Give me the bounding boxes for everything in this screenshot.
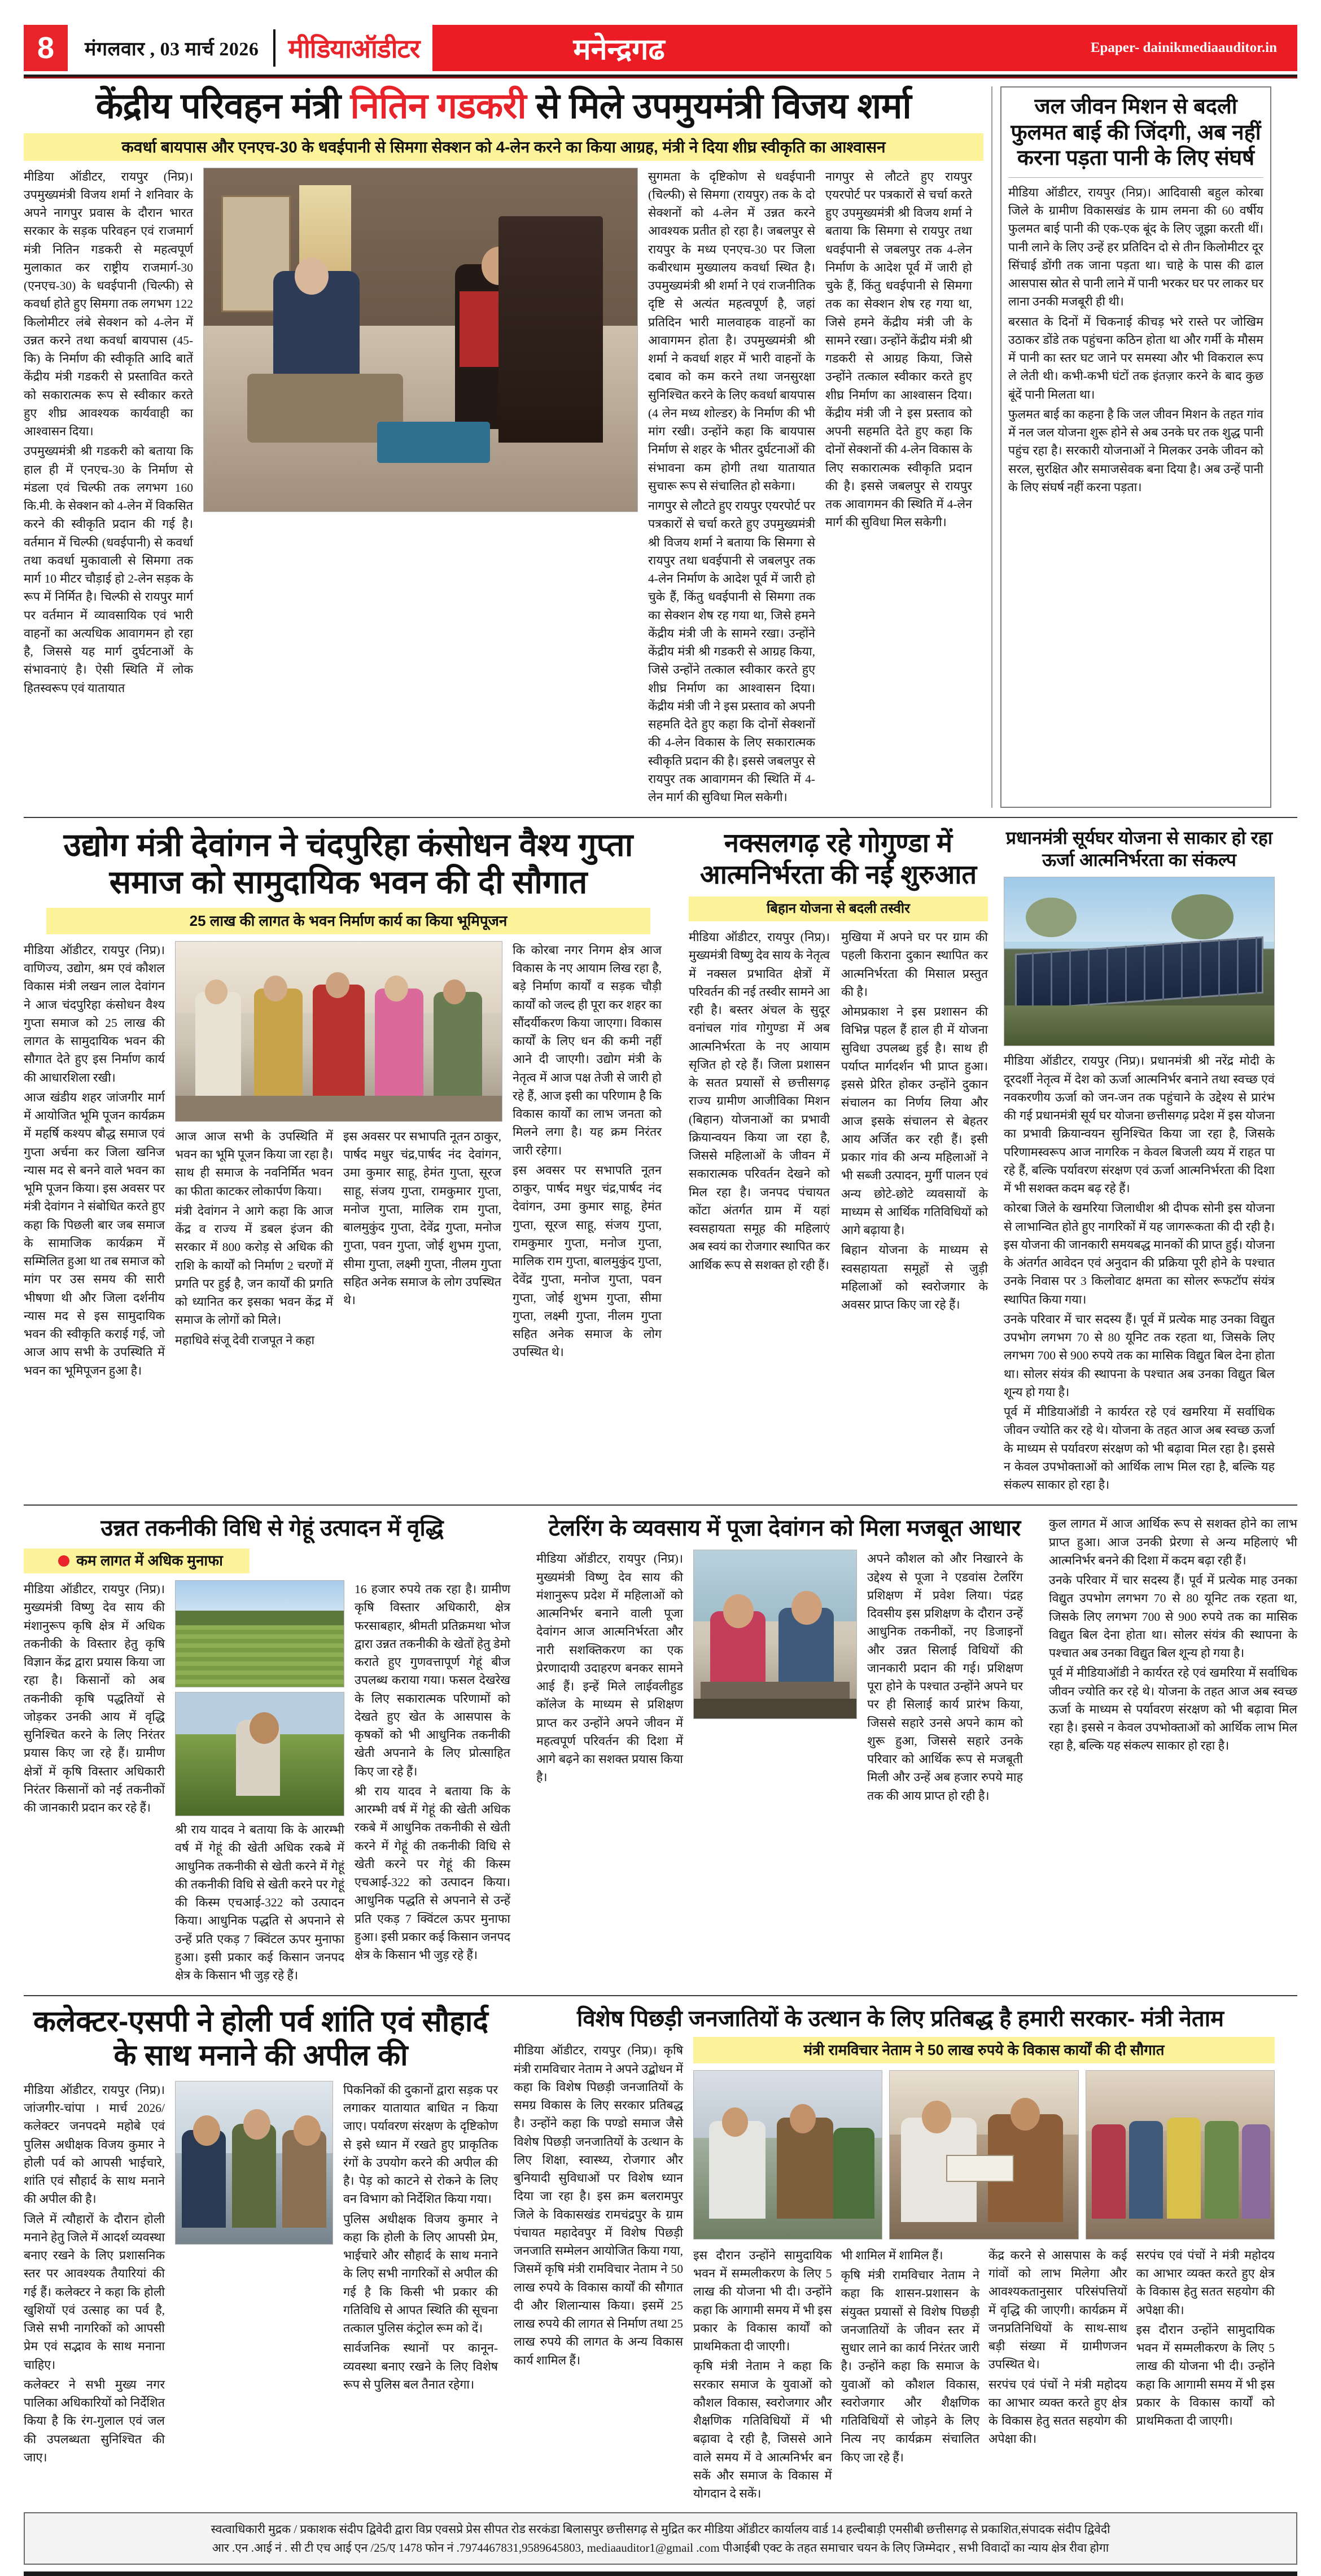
row3-right-p1: कुल लागत में आज आर्थिक रूप से सशक्त होने का लाभ प्राप्त हुआ। आज उनकी प्रेरणा से अन्य महिलाएं भी आत्मनिर्भर बनने की दिशा में कदम बढ़ा रही हैं। xyxy=(1049,1517,1297,1567)
row3-left-caption-col xyxy=(175,1821,344,1984)
lead-photo xyxy=(203,168,638,512)
row2-left-col1 xyxy=(24,941,165,1381)
tailor-table xyxy=(701,1682,850,1699)
publication-date: मंगलवार , 03 मार्च 2026 xyxy=(85,39,259,60)
lead-col1-para2: उपमुख्यमंत्री श्री गडकरी को बताया कि हाल ही में एनएच-30 के निर्माण से मंडला एवं चिल्फी तक लगभग 160 कि.मी. के सेक्शन को 4-लेन में विकसित करने की स्वीकृति प्रदान की गई है। वर्तमान में चिल्फी (धवईपानी) से कवर्धा तथा कवर्धा मुकावाली से सिमगा तक मार्ग 10 मीटर चौड़ाई हो 2-लेन सड़क के रूप में निर्मित है। चिल्फी से रायपुर मार्ग पर वर्तमान में व्यावसायिक एवं भारी वाहनों का अत्यधिक आवागमन हो रहा है, जिससे यह मार्ग दुर्घटनाओं के संभावनाएं है। ऐसी स्थिति में लोक हितस्वरूप एवं यातायात xyxy=(24,444,193,695)
field-sky xyxy=(176,1581,344,1612)
row2-mid-col2-p3: बिहान योजना के माध्यम से स्वसहायता समूहों से जुड़ी महिलाओं को स्वरोजगार के अवसर प्राप्त किए जा रहे हैं। xyxy=(841,1243,988,1312)
row4-left-col3-p2: पुलिस अधीक्षक विजय कुमार ने कहा कि होली के लिए आपसी प्रेम, भाईचारे और सौहार्द के साथ मनाने के लिए सभी नागरिकों से अपील की गई है कि किसी भी प्रकार की गतिविधि से आपत स्थिति की सूचना तत्काल पुलिस कंट्रोल रूम को दें। xyxy=(343,2212,498,2336)
row2-left-col1-p1: मीडिया ऑडीटर, रायपुर (निप्र)। वाणिज्य, उद्योग, श्रम एवं कौशल विकास मंत्री लखन लाल देवांगन ने आज चंदपुरिहा कंसोधन वैश्य गुप्ता समाज को 25 लाख की लागत के सामुदायिक भवन की सौगात देते हुए इस निर्माण कार्य की आधारशिला रखी। xyxy=(24,943,165,1084)
row2-right-p4: पूर्व में मीडियाऑडी ने कार्यरत रहे एवं खमरिया में सर्वाधिक जीवन ज्योति कर रहे थे। योजना के तहत आज अब स्वच्छ ऊर्जा के माध्यम से पर्यावरण संरक्षण को भी बढ़ावा मिल रहा है। इससे न केवल उपभोक्ताओं को आर्थिक लाभ मिल रहा है, बल्कि यह संकल्प साकार हो रहा है। xyxy=(1004,1405,1275,1492)
row3-mid-article xyxy=(536,1515,1033,1807)
row3-left-caption-p1: श्री राय यादव ने बताया कि के आरम्भी वर्ष में गेहूं की खेती अधिक रकबे में आधुनिक तकनीकी से खेती करने में गेहूं की तकनीकी विधि से खेती करने पर गेहूं की किस्म एचआई-322 को उत्पादन किया। आधुनिक पद्धति से अपनाने से उन्हें प्रति एकड़ 7 क्विंटल ऊपर मुनाफा हुआ। इसी प्रकार कई किसान जनपद क्षेत्र के किसान भी जुड़ रहे हैं। xyxy=(175,1823,344,1983)
row-3 xyxy=(24,1515,1297,1986)
row-1 xyxy=(24,86,1297,808)
row3-left-col3-p1: 16 हजार रुपये तक रहा है। ग्रामीण कृषि विस्तार अधिकारी, क्षेत्र फरसाबहार, श्रीमती प्रतिक्रमथा भोज द्वारा उन्नत तकनीकी के खेतों हेतु डेमो कराते हुए गुणवत्तापूर्ण गेहूं बीज उपलब्ध कराया गया। फसल देखरेख के लिए सकारात्मक परिणामों को देखते हुए खेत के आसपास के कृषकों को भी आधुनिक तकनीकी खेती अपनाने के लिए प्रोत्साहित किए जा रहे हैं। xyxy=(355,1582,510,1778)
lead-headline-part2: से मिले उपमुयमंत्री विजय शर्मा xyxy=(526,86,912,126)
row4-right-main xyxy=(693,2032,1275,2504)
photo-table xyxy=(377,422,490,463)
epaper-url[interactable]: Epaper- dainikmediaauditor.in xyxy=(1090,40,1277,55)
row4-left-photo-wrap xyxy=(175,2081,333,2245)
cer2-head-2 xyxy=(1011,2098,1040,2131)
photo-head-right xyxy=(482,247,517,285)
row2-mid-col1-p1: मीडिया ऑडीटर, रायपुर (निप्र)। मुख्यमंत्री विष्णु देव साय के नेतृत्व में नक्सल प्रभावित क्षेत्रों में परिवर्तन की नई तस्वीर सामने आ रही है। बस्तर अंचल के सुदूर वनांचल गांव गोगुण्डा में अब आत्मनिर्भरता के नए आयाम सृजित हो रहे हैं। जिला प्रशासन के सतत प्रयासों से छत्तीसगढ़ राज्य ग्रामीण आजीविका मिशन (बिहान) योजनाओं का प्रभावी क्रियान्वयन किया जा रहा है, जिससे महिलाओं के जीवन में सकारात्मक परिवर्तन देखने को मिल रहा है। जनपद पंचायत कोंटा अंतर्गत ग्राम में यहां स्वसहायता समूह की महिलाएं अब स्वयं का रोजगार स्थापित कर आर्थिक रूप से सशक्त हो रही हैं। xyxy=(689,930,830,1272)
lead-column-1 xyxy=(24,168,193,699)
photo-head-left xyxy=(295,257,329,295)
row3-left-col3-p2: श्री राय यादव ने बताया कि के आरम्भी वर्ष में गेहूं की खेती अधिक रकबे में आधुनिक तकनीकी से खेती करने में गेहूं की तकनीकी विधि से खेती करने पर गेहूं की किस्म एचआई-322 को उत्पादन किया। आधुनिक पद्धति से अपनाने से उन्हें प्रति एकड़ 7 क्विंटल ऊपर मुनाफा हुआ। इसी प्रकार कई किसान जनपद क्षेत्र के किसान भी जुड़ रहे हैं। xyxy=(355,1784,510,1962)
row4-right-photo-2 xyxy=(889,2070,1078,2240)
masthead-rule xyxy=(24,75,1297,78)
row2-mid-col2-p2: ओमप्रकाश ने इस प्रशासन की विभिन्न पहल हैं हाल ही में योजना सुविधा उपलब्ध हुई है। साथ ही पर्याप्त मार्गदर्शन भी प्राप्त हुआ। इससे प्रेरित होकर उन्होंने दुकान संचालन का निर्णय लिया और आज इसके संचालन से बेहतर आय अर्जित कर रही हैं। इसी प्रकार गांव की अन्य महिलाओं ने भी सब्जी उत्पादन, मुर्गी पालन एवं अन्य छोटे-छोटे व्यवसायों के माध्यम से आर्थिक गतिविधियों को आगे बढ़ाया है। xyxy=(841,1005,988,1237)
section-rule-2 xyxy=(24,1505,1297,1506)
row2-right-headline: प्रधानमंत्री सूर्यघर योजना से साकार हो रहा ऊर्जा आत्मनिर्भरता का संकल्प xyxy=(1005,828,1273,871)
footer-line-1: स्वत्वाधिकारी मुद्रक / प्रकाशक संदीप द्विवेदी द्वारा विप्र एवसप्रे प्रेस सीपत रोड सरकंडा बिलासपुर छत्तीसगढ़ से मुद्रित कर मीडिया ऑडीटर कार्यालय वार्ड 14 हल्दीबाड़ी एमसीबी छत्तीसगढ़ से प्रकाशित,संपादक संदीप द्विवेदी xyxy=(211,2522,1110,2536)
row2-left-photo-wrap xyxy=(175,941,502,1351)
row3-right-body xyxy=(1049,1515,1297,1755)
row4-left-photo xyxy=(175,2081,333,2245)
row4-right-col2-p2: कृषि मंत्री नेताम ने कहा कि सरकार समाज के युवाओं को कौशल विकास, स्वरोजगार और शैक्षणिक गतिविधियों में भी बढ़ावा दे रही है, जिससे आने वाले समय में वे आत्मनिर्भर बन सकें और समाज के विकास में योगदान दे सकें। xyxy=(693,2359,832,2501)
photo-head-a xyxy=(205,979,228,1004)
row-4 xyxy=(24,2005,1297,2504)
row2-right-article xyxy=(1004,827,1275,1495)
footer-imprint xyxy=(24,2512,1297,2565)
photo-tree-1 xyxy=(1026,898,1077,937)
row3-right-column xyxy=(1049,1515,1297,1756)
row4-right-col4-p1: केंद्र करने से आसपास के कई गांवों को लाभ मिलेगा और आवश्यकतानुसार परिसंपत्तियों में वृद्धि की जाएगी। कार्यक्रम में जनप्रतिनिधियों के साथ-साथ बड़ी संख्या में ग्रामीणजन उपस्थित थे। xyxy=(988,2248,1127,2372)
row2-mid-article xyxy=(689,827,988,1315)
row4-left-article xyxy=(24,2005,498,2468)
photo-head-d xyxy=(384,976,408,1001)
row4-right-col5-p1: सरपंच एवं पंचों ने मंत्री महोदय का आभार व्यक्त करते हुए क्षेत्र के विकास हेतु सतत सहयोग की अपेक्षा की। xyxy=(1136,2248,1275,2317)
section-rule-3 xyxy=(24,1995,1297,1996)
lead-col1-para1: मीडिया ऑडीटर, रायपुर (निप्र)। उपमुख्यमंत्री विजय शर्मा ने शनिवार के अपने नागपुर प्रवास के दौरान भारत सरकार के सड़क परिवहन एवं राजमार्ग मंत्री नितिन गडकरी से महत्वपूर्ण मुलाकात कर राष्ट्रीय राजमार्ग-30 (एनएच-30) के धवईपानी (चिल्फी) से कवर्धा होते हुए सिमगा तक लगभग 122 किलोमीटर लंबे सेक्शन को 4-लेन में उन्नत करने तथा कवर्धा बायपास (45-कि) के निर्माण की स्वीकृति आदि बातें केंद्रीय मंत्री गडकरी से प्रस्तावित करते को सकारात्मक रूप से स्वीकार करते हुए शीघ्र आवश्यक कार्यवाही का आश्वासन दिया। xyxy=(24,169,193,439)
row4-left-col1-p2: जिले में त्यौहारों के दौरान होली मनाने हेतु जिले में आदर्श व्यवस्था बनाए रखने के लिए प्रशासनिक स्तर पर आवश्यक तैयारियां की गई हैं। कलेक्टर ने कहा कि होली खुशियों एवं उत्साह का पर्व है, जिसे सभी नागरिकों को आपसी प्रेम एवं सद्भाव के साथ मनाना चाहिए। xyxy=(24,2212,165,2372)
row4-left-col1-p3: कलेक्टर ने सभी मुख्य नगर पालिका अधिकारियों को निर्देशित किया है कि रंग-गुलाल एवं जल की उपलब्धता सुनिश्चित की जाए। xyxy=(24,2377,165,2464)
photo-person-e xyxy=(434,992,483,1096)
row2-left-article xyxy=(24,827,673,1381)
lead-col2-para2: नागपुर से लौटते हुए रायपुर एयरपोर्ट पर पत्रकारों से चर्चा करते हुए उपमुख्यमंत्री श्री विजय शर्मा ने बताया कि सिमगा से रायपुर तथा धवईपानी से जबलपुर तक 4-लेन निर्माण के आदेश पूर्व में जारी हो चुके हैं, किंतु धवईपानी से सिमगा तक का सेक्शन शेष रह गया था, जिसे हमने केंद्रीय मंत्री जी के सामने रखा। उन्होंने केंद्रीय मंत्री श्री गडकरी से आग्रह किया, जिसे उन्होंने तत्काल स्वीकार करते हुए शीघ्र निर्माण का आश्वासन दिया। केंद्रीय मंत्री जी ने इस प्रस्ताव को अपनी सहमति देते हुए कहा कि दोनों सेक्शनों की 4-लेन विकास के लिए सकारात्मक स्वीकृति प्रदान की है। इससे जबलपुर से रायपुर तक आवागमन की स्थिति में 4-लेन मार्ग की सुविधा मिल सकेगी। xyxy=(648,499,815,804)
photo-head-c xyxy=(326,972,349,998)
field-crop xyxy=(176,1625,344,1687)
cer3-person-5 xyxy=(1242,2124,1270,2219)
row2-right-p2: कोरबा जिले के खमरिया जिलाधीश श्री दीपक सोनी इस योजना से लाभान्वित होते हुए नागरिकों में यह जागरूकता की दी रही है। इस योजना की जानकारी समयबद्ध मानकों की प्राप्त हुई। योजना के अंतर्गत आवेदन एवं अनुदान की प्रक्रिया पूरी होने के पश्चात उनके निवास पर 3 किलोवाट क्षमता का सोलर रूफटॉप संयंत्र स्थापित किया गया। xyxy=(1004,1201,1275,1306)
row4-right-col3 xyxy=(841,2246,979,2468)
row3-mid-col1 xyxy=(536,1550,683,1788)
right-top-para1: मीडिया ऑडीटर, रायपुर (निप्र)। आदिवासी बहुल कोरबा जिले के ग्रामीण विकासखंड के ग्राम लमना की 60 वर्षीय फुलमत बाई पानी की एक-एक बूंद के लिए जूझा करती थीं। पानी लाने के लिए उन्हें हर प्रतिदिन दो से तीन किलोमीटर दूर सिंचाई डोंगी तक जाना पड़ता था। चाहे के पास की ढाल आसपास स्रोत से पानी लाने में पानी भरकर घर पर लाकर घर लाना उनकी मजबूरी ही थी। xyxy=(1008,185,1263,309)
photo-tree-2 xyxy=(1171,894,1233,939)
row4-right-col3-p1: भी शामिल में शामिल हैं। xyxy=(841,2248,943,2262)
row4-left-headline: कलेक्टर-एसपी ने होली पर्व शांति एवं सौहार्द के साथ मनाने की अपील की xyxy=(33,2005,488,2072)
row4-right-article xyxy=(514,2005,1287,2504)
row3-mid-col2-p1: अपने कौशल को और निखारने के उद्देश्य से पूजा ने एडवांस टेलरिंग प्रशिक्षण में प्रवेश लिया। पंद्रह दिवसीय इस प्रशिक्षण के दौरान उन्हें आधुनिक तकनीकों, नए डिजाइनों और उन्नत सिलाई विधियों की जानकारी प्रदान की गई। प्रशिक्षण पूरा होने के पश्चात उन्होंने अपने घर पर ही सिलाई कार्य प्रारंभ किया, जिससे सहारे उनसे अपने काम को शुरू हुआ, जिससे सहारे उनके परिवार को आर्थिक रूप से मजबूती मिली और उन्हें अब हजार रुपये माह तक की आय प्राप्त हो रही है। xyxy=(867,1552,1023,1803)
row4-right-strapline: मंत्री रामविचार नेताम ने 50 लाख रुपये के विकास कार्यों की दी सौगात xyxy=(693,2037,1275,2063)
row4-right-headline: विशेष पिछड़ी जनजातियों के उत्थान के लिए प्रतिबद्ध है हमारी सरकार- मंत्री नेताम xyxy=(576,2006,1224,2032)
photo-person-a xyxy=(195,992,241,1096)
row3-left-strap-wrap xyxy=(24,1549,250,1573)
cer2-certificate xyxy=(946,2155,1014,2182)
row4-left-col3 xyxy=(343,2081,498,2395)
row4-right-col4-p2: सरपंच एवं पंचों ने मंत्री महोदय का आभार व्यक्त करते हुए क्षेत्र के विकास हेतु सतत सहयोग की अपेक्षा की। xyxy=(988,2377,1127,2446)
row2-left-photo xyxy=(175,941,502,1122)
section-rule-1 xyxy=(24,817,1297,818)
photo-person-b xyxy=(254,989,303,1096)
lead-article xyxy=(24,86,983,808)
photo-floor-strip xyxy=(176,1096,502,1121)
row2-mid-headline: नक्सलगढ़ रहे गोगुण्डा में आत्मनिर्भरता की नई शुरुआत xyxy=(699,828,977,889)
photo-head-e xyxy=(443,979,466,1004)
cer3-person-1 xyxy=(1092,2124,1126,2219)
cer3-person-2 xyxy=(1129,2121,1163,2219)
row2-left-strapline: 25 लाख की लागत के भवन निर्माण कार्य का किया भूमिपूजन xyxy=(46,908,650,934)
row4-right-photo-1 xyxy=(693,2070,882,2240)
row2-left-col4 xyxy=(513,941,662,1363)
row2-right-body xyxy=(1004,1052,1275,1494)
row2-left-col2-p2: मंत्री देवांगन ने आगे कहा कि आज केंद्र व राज्य में डबल इंजन की सरकार में 800 करोड़ से अधिक की राशि के कार्यों को निर्माण 2 चरणों में प्रगति पर हुई है, जन कार्यों की प्रगति को ध्यानित कर इसका भवन केंद्र में समाज के लोगों को मिले। xyxy=(175,1204,333,1327)
row2-left-col3-p1: इस अवसर पर सभापति नूतन ठाकुर, पार्षद मधुर चंद्र,पार्षद नंद देवांगन, उमा कुमार साहू, हेमंत गुप्ता, सूरज साहू, संजय गुप्ता, रामकुमार गुप्ता, मनोज गुप्ता, मालिक राम गुप्ता, बालमुकुंद गुप्ता, देवेंद्र गुप्ता, मनोज गुप्ता, पवन गुप्ता, जोई शुभम गुप्ता, सीमा गुप्ता, लक्ष्मी गुप्ता, नीलम गुप्ता सहित अनेक समाज के लोग उपस्थित थे। xyxy=(343,1129,501,1307)
footer-line-2: आर .एन .आई नं . सी टी एच आई एन /25/ए 1478 फोन नं .7974467831,9589645803, mediaauditor1@gmail .com पीआईबी एक्ट के तहत समाचार चयन के लिए जिम्मेदार , सभी विवादों का न्याय क्षेत्र रीवा होगा xyxy=(212,2540,1109,2555)
photo-person-d xyxy=(375,989,424,1096)
row2-mid-col1 xyxy=(689,928,830,1276)
row3-mid-headline: टेलरिंग के व्यवसाय में पूजा देवांगन को मिला मजबूत आधार xyxy=(548,1516,1021,1541)
row4-left-col3-p1: पिकनिकों की दुकानों द्वारा सड़क पर लगाकर यातायात बाधित न किया जाए। पर्यावरण संरक्षण के दृष्टिकोण से इसे ध्यान में रखते हुए प्राकृतिक रंगों के उपयोग करने की अपील की है। पेड़ को काटने से रोकने के लिए वन विभाग को निर्देशित किया गया। xyxy=(343,2083,498,2206)
cer3-person-3 xyxy=(1167,2118,1201,2219)
city-banner xyxy=(432,25,1298,71)
right-top-article xyxy=(1000,86,1271,808)
lead-headline-part1: केंद्रीय परिवहन मंत्री xyxy=(95,86,351,126)
right-top-body xyxy=(1008,183,1263,496)
city-name: मनेन्द्रगढ xyxy=(573,33,665,66)
row2-mid-strapline: बिहान योजना से बदली तस्वीर xyxy=(689,896,988,921)
row2-left-col2 xyxy=(175,1127,333,1351)
row2-left-col2-p1: आज आज सभी के उपस्थिति में भवन का भूमि पूजन किया जा रहा है। साथ ही समाज के नवनिर्मित भवन का फीता काटकर लोकार्पण किया। xyxy=(175,1129,333,1198)
farmer-head xyxy=(250,1712,279,1744)
row3-right-p3: पूर्व में मीडियाऑडी ने कार्यरत रहे एवं खमरिया में सर्वाधिक जीवन ज्योति कर रहे थे। योजना के तहत आज अब स्वच्छ ऊर्जा के माध्यम से पर्यावरण संरक्षण को भी बढ़ावा मिल रहा है। इससे न केवल उपभोक्ताओं को आर्थिक लाभ मिल रहा है, बल्कि यह संकल्प साकार हो रहा है। xyxy=(1049,1666,1297,1753)
right-top-para3: फुलमत बाई का कहना है कि जल जीवन मिशन के तहत गांव में नल जल योजना शुरू होने से अब उनके घर तक शुद्ध पानी पहुंच रहा है। सरकारी योजनाओं ने मिलकर उनके जीवन को सरल, सुरक्षित और समाजसेवक बना दिया है। अब उन्हें पानी के लिए संघर्ष नहीं करना पड़ता। xyxy=(1008,407,1263,494)
row2-left-col1-p2: आज खंडीय शहर जांजगीर मार्ग में आयोजित भूमि पूजन कार्यक्रम में महर्षि कश्यप बौद्ध समाज एवं गुप्ता अर्चना कर जिला खनिज न्यास मद से बनने वाले भवन का भूमि पूजन किया। इस अवसर पर मंत्री देवांगन ने संबोधित करते हुए कहा कि पिछली बार जब समाज के सामाजिक कार्यक्रम में सम्मिलित हुआ था तब समाज को मांग पर उस समय की सारी भीषणा थी और जिला दर्शनीय न्यास मद से इस सामुदायिक भवन की स्वीकृति कराई गई, जो आज आप सभी के उपस्थिति में भवन का भूमिपूजन हुआ है। xyxy=(24,1090,165,1377)
lead-column-3 xyxy=(825,168,972,533)
row1-divider xyxy=(991,86,992,808)
row-2 xyxy=(24,827,1297,1495)
cer1-person-3 xyxy=(833,2128,874,2219)
bullet-icon xyxy=(58,1555,69,1567)
tailor-head-1 xyxy=(723,1594,754,1628)
right-top-headline: जल जीवन मिशन से बदली फुलमत बाई की जिंदगी, अब नहीं करना पड़ता पानी के लिए संघर्ष xyxy=(1011,95,1261,170)
row3-mid-col1-p1: मीडिया ऑडीटर, रायपुर (निप्र)। मुख्यमंत्री विष्णु देव साय की मंशानुरूप प्रदेश में महिलाओं को आत्मनिर्भर बनाने वाली पूजा देवांगन आज आत्मनिर्भरता और नारी सशक्तिकरण का एक प्रेरणादायी उदाहरण बनकर सामने आई हैं। इन्हें मिले लाईवलीहुड कॉलेज के माध्यम से प्रशिक्षण प्राप्त कर उन्होंने अपने जीवन में महत्वपूर्ण परिवर्तन की दिशा में आगे बढ़ने का सशक्त प्रयास किया है। xyxy=(536,1552,683,1785)
masthead xyxy=(24,25,1297,71)
lead-column-2 xyxy=(648,168,815,808)
row2-right-photo xyxy=(1004,877,1275,1046)
footer-rule xyxy=(24,2571,1297,2576)
row4-right-col5-p2: इस दौरान उन्होंने सामुदायिक भवन में सम्मलीकरण के लिए 5 लाख की योजना भी दी। उन्होंने कहा कि आगामी समय में भी इस प्रकार के विकास कार्यों को प्राथमिकता दी जाएगी। xyxy=(1136,2323,1275,2428)
row2-left-headline: उद्योग मंत्री देवांगन ने चंदपुरिहा कंसोधन वैश्य गुप्ता समाज को सामुदायिक भवन की दी सौगात xyxy=(63,827,633,900)
row3-mid-col2 xyxy=(867,1550,1023,1807)
tailor-head-2 xyxy=(791,1591,822,1625)
row3-mid-photo xyxy=(693,1550,857,1719)
police-head-3 xyxy=(294,2115,321,2146)
right-top-rule xyxy=(1008,177,1263,178)
right-top-para2: बरसात के दिनों में चिकनाई कीचड़ भरे रास्ते पर जोखिम उठाकर डोंडे तक पहुंचना कठिन होता था और गर्मी के मौसम में पानी का स्तर घट जाने पर समस्या और भी विकराल रूप ले लेती थी। कभी-कभी घंटों तक इंतज़ार करने के बाद कुछ बूंदें पानी मिलता था। xyxy=(1008,314,1263,401)
row3-left-col1 xyxy=(24,1580,165,1818)
lead-photo-wrap xyxy=(203,168,638,512)
tailor-floor xyxy=(694,1699,856,1719)
lead-headline-highlight: नितिन गडकरी xyxy=(350,86,527,126)
row4-right-col5 xyxy=(1136,2246,1275,2432)
newspaper-logo: मीडियाऑडीटर xyxy=(288,34,420,63)
police-head-2 xyxy=(243,2109,270,2140)
row4-right-col2-p1: इस दौरान उन्होंने सामुदायिक भवन में सम्मलीकरण के लिए 5 लाख की योजना भी दी। उन्होंने कहा कि आगामी समय में भी इस प्रकार के विकास कार्यों को प्राथमिकता दी जाएगी। xyxy=(693,2248,832,2354)
row3-left-article xyxy=(24,1515,520,1986)
row4-left-col1 xyxy=(24,2081,165,2468)
row2-mid-col2-p1: मुखिया में अपने घर पर ग्राम की पहली किराना दुकान स्थापित कर आत्मनिर्भरता की मिसाल प्रस्तुत की है। xyxy=(841,930,988,999)
row4-right-col1 xyxy=(514,2041,683,2371)
row3-right-p2: उनके परिवार में चार सदस्य हैं। पूर्व में प्रत्येक माह उनका विद्युत उपभोग लगभग 70 से 80 यूनिट तक रहता था, जिसके लिए लगभग 700 से 900 रुपये तक का मासिक विद्युत बिल देना होता था। सोलर संयंत्र की स्थापना के पश्चात अब उनका विद्युत बिल शून्य हो गया है। xyxy=(1049,1573,1297,1660)
row2-left-col3 xyxy=(343,1127,501,1311)
row3-left-photo-field xyxy=(175,1580,344,1687)
row4-right-col1-p1: मीडिया ऑडीटर, रायपुर (निप्र)। कृषि मंत्री रामविचार नेताम ने अपने उद्बोधन में कहा कि विशेष पिछड़ी जनजातियों के समग्र विकास के लिए सरकार प्रतिबद्ध है। उन्होंने कहा कि पण्डो समाज जैसे विशेष पिछड़ी जनजातियों के उत्थान के लिए शिक्षा, स्वास्थ्य, रोजगार और बुनियादी सुविधाओं पर विशेष ध्यान दिया जा रहा है। इस क्रम बलरामपुर जिले के विकासखंड रामचंद्रपुर के ग्राम पंचायत महादेवपुर में विशेष पिछड़ी जनजाति सम्मेलन आयोजित किया गया, जिसमें कृषि मंत्री रामविचार नेताम ने 50 लाख रुपये के विकास कार्यों की सौगात दी और शिलान्यास किया। इसमें 25 लाख रुपये की लागत से निर्माण तथा 25 लाख रुपये की लागत के अन्य विकास कार्य शामिल हैं। xyxy=(514,2044,683,2367)
photo-scarf xyxy=(460,291,503,367)
row3-left-headline: उन्नत तकनीकी विधि से गेहूं उत्पादन में वृद्धि xyxy=(100,1516,444,1541)
row2-mid-col2 xyxy=(841,928,988,1315)
row4-left-col1-p1: मीडिया ऑडीटर, रायपुर (निप्र)। जांजगीर-चांपा । मार्च 2026/ कलेक्टर जनपदमे महोबे एवं पुलिस अधीक्षक विजय कुमार ने होली पर्व को आपसी भाईचारे, शांति एवं सौहार्द के साथ मनाने की अपील की है। xyxy=(24,2083,165,2206)
lead-headline xyxy=(24,86,983,126)
row2-left-col2-p3: महाधिवे संजू देवी राजपूत ने कहा xyxy=(175,1333,315,1347)
lead-col3-para1: नागपुर से लौटते हुए रायपुर एयरपोर्ट पर पत्रकारों से चर्चा करते हुए उपमुख्यमंत्री श्री विजय शर्मा ने बताया कि सिमगा से रायपुर तथा धवईपानी से जबलपुर तक 4-लेन निर्माण के आदेश पूर्व में जारी हो चुके हैं, किंतु धवईपानी से सिमगा तक का सेक्शन शेष रह गया था, जिसे हमने केंद्रीय मंत्री जी के सामने रखा। उन्होंने केंद्रीय मंत्री श्री गडकरी से आग्रह किया, जिसे उन्होंने तत्काल स्वीकार करते हुए शीघ्र निर्माण का आश्वासन दिया। केंद्रीय मंत्री जी ने इस प्रस्ताव को अपनी सहमति देते हुए कहा कि दोनों सेक्शनों की 4-लेन विकास के लिए सकारात्मक स्वीकृति प्रदान की है। इससे जबलपुर से रायपुर तक आवागमन की स्थिति में 4-लेन मार्ग की सुविधा मिल सकेगी। xyxy=(825,169,972,530)
page-number: 8 xyxy=(24,25,68,71)
row4-right-col2 xyxy=(693,2246,832,2505)
row2-right-p3: उनके परिवार में चार सदस्य हैं। पूर्व में प्रत्येक माह उनका विद्युत उपभोग लगभग 70 से 80 यूनिट तक रहता था, जिसके लिए लगभग 700 से 900 रुपये तक का मासिक विद्युत बिल देना होता था। सोलर संयंत्र की स्थापना के पश्चात अब उनका विद्युत बिल शून्य हो गया है। xyxy=(1004,1312,1275,1399)
row2-left-col4-p2: इस अवसर पर सभापति नूतन ठाकुर, पार्षद मधुर चंद्र,पार्षद नंद देवांगन, उमा कुमार साहू, हेमंत गुप्ता, सूरज साहू, संजय गुप्ता, रामकुमार गुप्ता, मनोज गुप्ता, मालिक राम गुप्ता, बालमुकुंद गुप्ता, देवेंद्र गुप्ता, मनोज गुप्ता, पवन गुप्ता, जोई शुभम गुप्ता, सीमा गुप्ता, लक्ष्मी गुप्ता, नीलम गुप्ता सहित अनेक समाज के लोग उपस्थित थे। xyxy=(513,1163,662,1359)
row3-left-col1-p1: मीडिया ऑडीटर, रायपुर (निप्र)। मुख्यमंत्री विष्णु देव साय की मंशानुरूप कृषि क्षेत्र में अधिक तकनीकी के विस्तार हेतु कृषि विज्ञान केंद्र द्वारा प्रयास किया जा रहा है। किसानों को अब तकनीकी कृषि पद्धतियों से जोड़कर उनकी आय में वृद्धि सुनिश्चित करने के लिए निरंतर प्रयास किए जा रहे हैं। ग्रामीण क्षेत्रों में कृषि विस्तार अधिकारी निरंतर किसानों को नई तकनीकों की जानकारी प्रदान कर रहे हैं। xyxy=(24,1582,165,1815)
row4-left-col3-p3: सार्वजनिक स्थानों पर कानून-व्यवस्था बनाए रखने के लिए विशेष रूप से पुलिस बल तैनात रहेगा। xyxy=(343,2341,498,2391)
row4-right-col3-p2: कृषि मंत्री रामविचार नेताम ने कहा कि शासन-प्रशासन के संयुक्त प्रयासों से विशेष पिछड़ी जनजातियों के जीवन स्तर में सुधार लाने का कार्य निरंतर जारी है। उन्होंने कहा कि समाज के युवाओं को कौशल विकास, स्वरोजगार और शैक्षणिक गतिविधियों से जोड़ने के लिए नित्य नए कार्यक्रम संचालित किए जा रहे हैं। xyxy=(841,2268,979,2464)
cer3-person-4 xyxy=(1205,2121,1239,2219)
tailor-bg xyxy=(694,1550,856,1621)
row2-right-p1: मीडिया ऑडीटर, रायपुर (निप्र)। प्रधानमंत्री श्री नरेंद्र मोदी के दूरदर्शी नेतृत्व में देश को ऊर्जा आत्मनिर्भर बनाने तथा स्वच्छ एवं नवकरणीय ऊर्जा को जन-जन तक पहुंचाने के उद्देश्य से प्रारंभ की गई प्रधानमंत्री सूर्य घर योजना छत्तीसगढ़ प्रदेश में इस योजना का प्रभावी क्रियान्वयन सुनिश्चित किया जा रहा है, जिसके परिणामस्वरूप आज नागरिक न केवल बिजली व्यय में राहत पा रहे हैं, बल्कि पर्यावरण संरक्षण एवं ऊर्जा आत्मनिर्भरता की दिशा में भी सशक्त कदम बढ़ रहे हैं। xyxy=(1004,1054,1275,1196)
police-head-1 xyxy=(193,2115,220,2146)
row3-mid-photo-wrap xyxy=(693,1550,857,1719)
photo-person-c xyxy=(313,985,365,1096)
row3-left-photo-farmer xyxy=(175,1692,344,1816)
row3-left-strapline: कम लागत में अधिक मुनाफा xyxy=(76,1552,223,1569)
row2-left-col4-p1: कि कोरबा नगर निगम क्षेत्र आज विकास के नए आयाम लिख रहा है, बड़े निर्माण कार्यों व सड़क चौड़ी कार्यों को जल्द ही पूरा कर शहर का सौंदर्यीकरण किया जाएगा। विकास कार्यों के लिए धन की कमी नहीं आने दी जाएगी। उद्योग मंत्री के नेतृत्व में आज पक्ष तेजी से जारी हो रहे हैं, आज इसी का परिणाम है कि विकास कार्यों का लाभ जनता को मिलने लगा है। यह क्रम निरंतर जारी रहेगा। xyxy=(513,943,662,1157)
field-treeline xyxy=(176,1611,344,1625)
row3-left-photo-wrap xyxy=(175,1580,344,1986)
row4-right-col4 xyxy=(988,2246,1127,2450)
row4-right-photo-3 xyxy=(1086,2070,1275,2240)
photo-ground xyxy=(1004,1005,1274,1046)
lead-col2-para1: सुगमता के दृष्टिकोण से धवईपानी (चिल्फी) से सिमगा (रायपुर) तक के दो सेक्शनों को 4-लेन में उन्नत करने आवश्यक प्रतीत हो रहा है। जबलपुर से रायपुर के मध्य एनएच-30 पर जिला कबीरधाम मुख्यालय कवर्धा स्थित है। उपमुख्यमंत्री श्री शर्मा ने एवं राजनीतिक दृष्टि से अत्यंत महत्वपूर्ण है, जहां प्रतिदिन भारी मालवाहक वाहनों का आवागमन होता है। उपमुख्यमंत्री श्री शर्मा ने कवर्धा शहर में भारी वाहनों के दबाव को कम करने तथा जनसुरक्षा सुनिश्चित करने के लिए कवर्धा बायपास (4 लेन मध्य शोल्डर) के निर्माण की भी मांग रखी। उन्होंने कहा कि बायपास निर्माण से शहर के भीतर दुर्घटनाओं की संभावना कम होगी तथा यातायात सुचारू रूप से संचालित हो सकेगा। xyxy=(648,169,815,493)
solar-panel-grid xyxy=(1015,936,1263,1011)
row3-left-col3 xyxy=(355,1580,510,1966)
lead-strapline: कवर्धा बायपास और एनएच-30 के धवईपानी से सिमगा सेक्शन को 4-लेन करने का किया आग्रह, मंत्री ने दिया शीघ्र स्वीकृति का आश्वासन xyxy=(24,133,983,161)
